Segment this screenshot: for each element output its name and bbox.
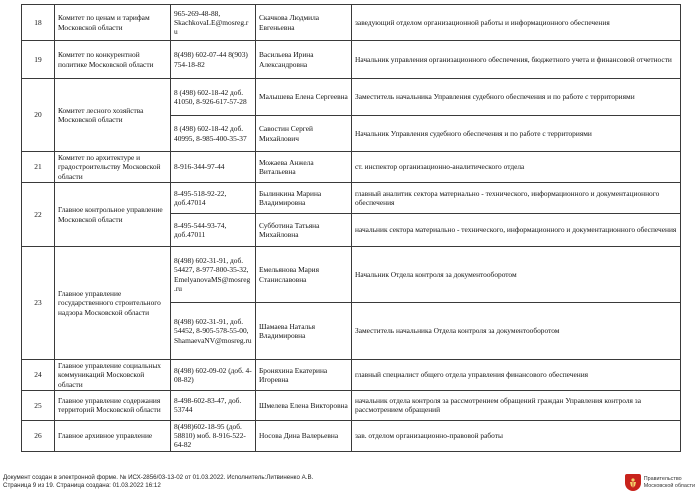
contact-phone: 8 (498) 602-18-42 доб. 41050, 8-926-617-57-28 bbox=[171, 79, 256, 116]
contact-phone: 8(498) 602-07-44 8(903) 754-18-82 bbox=[171, 41, 256, 79]
person-name: Носова Дина Валерьевна bbox=[256, 420, 352, 451]
person-name: Былинкина Марина Владимировна bbox=[256, 183, 352, 214]
row-number: 26 bbox=[22, 420, 55, 451]
person-name: Броняхина Екатерина Игоревна bbox=[256, 360, 352, 391]
coat-of-arms-icon bbox=[625, 474, 641, 491]
organization-name: Главное архивное управление bbox=[55, 420, 171, 451]
position-title: Начальник управления организационного обеспечения, бюджетного учета и финансовой отчетности bbox=[352, 41, 681, 79]
position-title: Начальник Управления судебного обеспечения и по работе с территориями bbox=[352, 116, 681, 152]
table-row bbox=[22, 5, 681, 41]
person-name: Малышева Елена Сергеевна bbox=[256, 79, 352, 116]
organization-name: Комитет по ценам и тарифам Московской области bbox=[55, 5, 171, 41]
person-name: Скачкова Людмила Евгеньевна bbox=[256, 5, 352, 41]
contact-phone: 8(498)602-18-95 (доб. 58810) моб. 8-916-522-64-82 bbox=[171, 420, 256, 451]
contact-phone: 8-498-602-83-47, доб. 53744 bbox=[171, 390, 256, 420]
stamp-line-government: Правительство bbox=[643, 476, 682, 483]
person-name: Субботина Татьяна Михайловна bbox=[256, 214, 352, 247]
row-number: 22 bbox=[22, 183, 55, 247]
organization-name: Главное контрольное управление Московской области bbox=[55, 183, 171, 247]
contacts-table bbox=[21, 4, 681, 452]
contact-phone: 965-269-48-88, SkachkovaLE@mosreg.ru bbox=[171, 5, 256, 41]
row-number: 24 bbox=[22, 360, 55, 391]
contact-phone: 8-495-544-93-74, доб.47011 bbox=[171, 214, 256, 247]
footer-document-info: Документ создан в электронной форме. № ИСХ-2856/03-13-02 от 01.03.2022. Исполнитель:Литвиненко А.В. bbox=[3, 474, 314, 481]
table-row bbox=[22, 360, 681, 391]
person-name: Емельянова Мария Станиславовна bbox=[256, 247, 352, 303]
stamp-label bbox=[644, 476, 695, 489]
organization-name: Комитет лесного хозяйства Московской области bbox=[55, 79, 171, 152]
position-title: главный специалист общего отдела управления финансового обеспечения bbox=[352, 360, 681, 391]
table-row bbox=[22, 79, 681, 116]
government-stamp bbox=[625, 474, 695, 491]
contact-phone: 8(498) 602-09-02 (доб. 4-08-82) bbox=[171, 360, 256, 391]
row-number: 18 bbox=[22, 5, 55, 41]
position-title: главный аналитик сектора материально - технического, информационного и документационного обеспечения bbox=[352, 183, 681, 214]
stamp-line-region: Московской области bbox=[643, 482, 695, 489]
person-name: Васильева Ирина Александровна bbox=[256, 41, 352, 79]
table-row bbox=[22, 247, 681, 303]
organization-name: Комитет по конкурентной политике Московской области bbox=[55, 41, 171, 79]
position-title: Заместитель начальника Управления судебного обеспечения и по работе с территориями bbox=[352, 79, 681, 116]
row-number: 25 bbox=[22, 390, 55, 420]
table-row bbox=[22, 152, 681, 183]
person-name: Можаева Анжела Витальевна bbox=[256, 152, 352, 183]
person-name: Шмелева Елена Викторовна bbox=[256, 390, 352, 420]
contact-phone: 8 (498) 602-18-42 доб. 40995, 8-985-400-35-37 bbox=[171, 116, 256, 152]
row-number: 19 bbox=[22, 41, 55, 79]
contact-phone: 8(498) 602-31-91, доб. 54427, 8-977-800-35-32, EmelyanovaMS@mosreg.ru bbox=[171, 247, 256, 303]
position-title: начальник сектора материально - технического, информационного и документационного обеспечения bbox=[352, 214, 681, 247]
table-row bbox=[22, 420, 681, 451]
table-row bbox=[22, 183, 681, 214]
organization-name: Главное управление содержания территорий Московской области bbox=[55, 390, 171, 420]
position-title: ст. инспектор организационно-аналитического отдела bbox=[352, 152, 681, 183]
table-row bbox=[22, 390, 681, 420]
position-title: Начальник Отдела контроля за документооборотом bbox=[352, 247, 681, 303]
footer-page-info: Страница 9 из 19. Страница создана: 01.03.2022 16:12 bbox=[3, 482, 161, 489]
contact-phone: 8(498) 602-31-91, доб. 54452, 8-905-578-55-00, ShamaevaNV@mosreg.ru bbox=[171, 303, 256, 360]
person-name: Шамаева Наталья Владимировна bbox=[256, 303, 352, 360]
position-title: зав. отделом организационно-правовой работы bbox=[352, 420, 681, 451]
row-number: 20 bbox=[22, 79, 55, 152]
position-title: заведующий отделом организационной работы и информационного обеспечения bbox=[352, 5, 681, 41]
person-name: Савостин Сергей Михайлович bbox=[256, 116, 352, 152]
contact-phone: 8-916-344-97-44 bbox=[171, 152, 256, 183]
contact-phone: 8-495-518-92-22, доб.47014 bbox=[171, 183, 256, 214]
table-row bbox=[22, 41, 681, 79]
document-footer bbox=[3, 474, 563, 490]
position-title: начальник отдела контроля за рассмотрением обращений граждан Управления контроля за рассмотрением обращений bbox=[352, 390, 681, 420]
row-number: 21 bbox=[22, 152, 55, 183]
organization-name: Комитет по архитектуре и градостроительству Московской области bbox=[55, 152, 171, 183]
row-number: 23 bbox=[22, 247, 55, 360]
position-title: Заместитель начальника Отдела контроля за документооборотом bbox=[352, 303, 681, 360]
organization-name: Главное управление социальных коммуникаций Московской области bbox=[55, 360, 171, 391]
organization-name: Главное управление государственного строительного надзора Московской области bbox=[55, 247, 171, 360]
